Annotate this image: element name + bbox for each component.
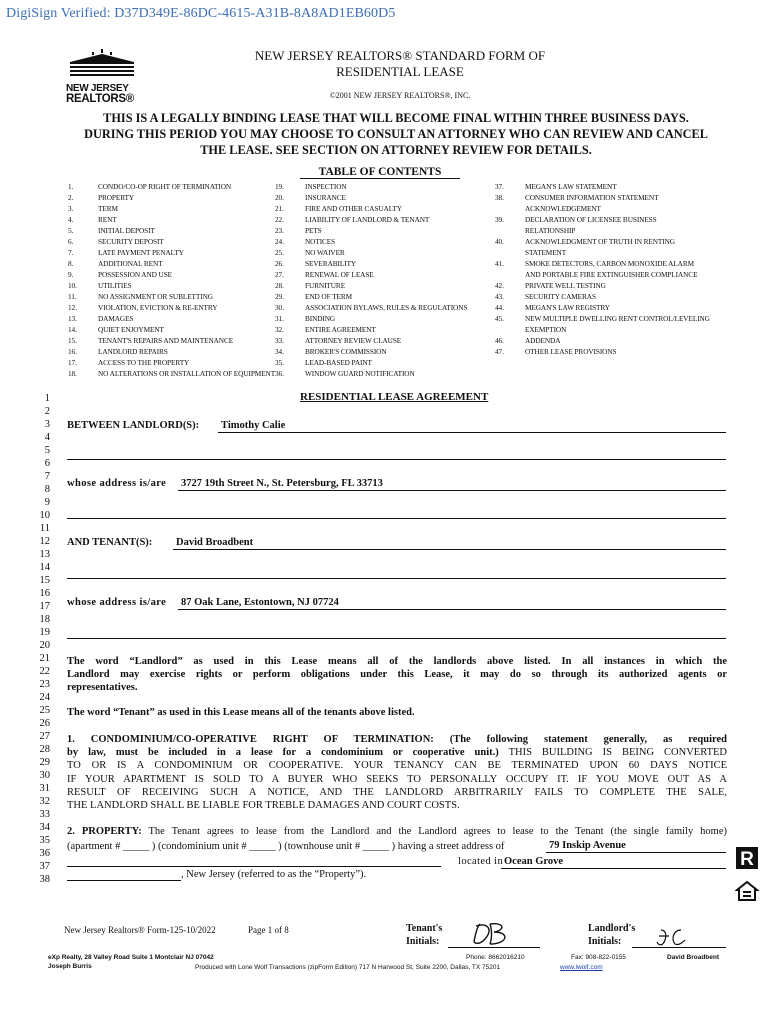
tenant-address[interactable]: 87 Oak Lane, Estontown, NJ 07724 bbox=[181, 597, 339, 608]
toc-item: 20. INSURANCE bbox=[275, 193, 346, 202]
equal-housing-icon bbox=[735, 880, 759, 904]
broker-phone: Phone: 8662016210 bbox=[466, 954, 525, 961]
section-1-line27: TO OR IS A CONDOMINIUM OR COOPERATIVE. YOUR TENANCY CAN BE TERMINATED UPON 60 DAYS NOTICE bbox=[67, 760, 727, 771]
toc-item: 13. DAMAGES bbox=[68, 314, 134, 323]
page-number: Page 1 of 8 bbox=[248, 925, 289, 935]
toc-column-1 bbox=[68, 181, 288, 379]
toc-item: 19. INSPECTION bbox=[275, 182, 347, 191]
toc-item: 7. LATE PAYMENT PENALTY bbox=[68, 248, 184, 257]
toc-item: 9. POSSESSION AND USE bbox=[68, 270, 173, 279]
line-number: 24 bbox=[39, 692, 50, 703]
line-number: 22 bbox=[39, 666, 50, 677]
agreement-heading: RESIDENTIAL LEASE AGREEMENT bbox=[300, 391, 489, 403]
landlord-address-line bbox=[178, 490, 726, 491]
tenant-label: AND TENANT(S): bbox=[67, 537, 153, 548]
toc-item: 40. ACKNOWLEDGMENT OF TRUTH IN RENTING bbox=[495, 237, 675, 246]
toc-item: 4. RENT bbox=[68, 215, 117, 224]
toc-item: 2. PROPERTY bbox=[68, 193, 135, 202]
toc-item: 24. NOTICES bbox=[275, 237, 336, 246]
toc-item: 34. BROKER'S COMMISSION bbox=[275, 347, 387, 356]
landlord-address[interactable]: 3727 19th Street N., St. Petersburg, FL 33713 bbox=[181, 478, 383, 489]
section-1-line29: RESULT OF RECEIVING SUCH A NOTICE, AND THE LANDLORD ARBITRARILY FAILS TO COMPLETE THE SALE, bbox=[67, 787, 727, 798]
line-number: 19 bbox=[39, 627, 50, 638]
line-number: 11 bbox=[39, 523, 50, 534]
toc-item-continued: AND PORTABLE FIRE EXTINGUISHER COMPLIANCE bbox=[525, 270, 698, 279]
digisign-banner: DigiSign Verified: D37D349E-86DC-4615-A31B-8A8AD1EB60D5 bbox=[6, 6, 396, 21]
line-number: 6 bbox=[44, 458, 50, 469]
located-in-label: located in bbox=[458, 856, 504, 867]
new-jersey-reference: , New Jersey (referred to as the “Property”). bbox=[181, 869, 367, 880]
street-address[interactable]: 79 Inskip Avenue bbox=[549, 840, 626, 851]
toc-item: 38. CONSUMER INFORMATION STATEMENT bbox=[495, 193, 659, 202]
lwolf-link[interactable]: www.lwolf.com bbox=[560, 964, 603, 971]
line-number: 27 bbox=[39, 731, 50, 742]
toc-item: 14. QUIET ENJOYMENT bbox=[68, 325, 164, 334]
toc-item: 32. ENTIRE AGREEMENT bbox=[275, 325, 376, 334]
line-number: 31 bbox=[39, 783, 50, 794]
toc-item: 26. SEVERABILITY bbox=[275, 259, 357, 268]
section-2-unit-line: (apartment # _____ ) (condominium unit # _____ ) (townhouse unit # _____ ) having a street address of bbox=[67, 841, 505, 852]
toc-title: TABLE OF CONTENTS bbox=[300, 166, 460, 179]
section-1-line30: THE LANDLORD SHALL BE LIABLE FOR TREBLE DAMAGES AND COURT COSTS. bbox=[67, 800, 460, 811]
landlord-definition-line3: representatives. bbox=[67, 682, 138, 693]
line-number: 3 bbox=[44, 419, 50, 430]
toc-item: 43. SECURITY CAMERAS bbox=[495, 292, 596, 301]
line-number: 15 bbox=[39, 575, 50, 586]
landlord-name[interactable]: Timothy Calie bbox=[221, 420, 286, 431]
line-number: 12 bbox=[39, 536, 50, 547]
line-number: 30 bbox=[39, 770, 50, 781]
toc-item: 16. LANDLORD REPAIRS bbox=[68, 347, 168, 356]
line-number: 36 bbox=[39, 848, 50, 859]
line-number: 33 bbox=[39, 809, 50, 820]
client-name: David Broadbent bbox=[667, 954, 720, 961]
landlord-definition-line1: The word “Landlord” as used in this Lease means all of the landlords above listed. In all instances in which the bbox=[67, 656, 727, 667]
toc-item: 44. MEGAN'S LAW REGISTRY bbox=[495, 303, 610, 312]
line-number: 2 bbox=[44, 406, 50, 417]
line-number: 8 bbox=[44, 484, 50, 495]
toc-item: 18. NO ALTERATIONS OR INSTALLATION OF EQUIPMENT bbox=[68, 369, 276, 378]
toc-item: 21. FIRE AND OTHER CASUALTY bbox=[275, 204, 402, 213]
toc-item: 36. WINDOW GUARD NOTIFICATION bbox=[275, 369, 415, 378]
municipality-line bbox=[67, 880, 181, 881]
town-line bbox=[501, 868, 726, 869]
line-number: 21 bbox=[39, 653, 50, 664]
tenant-name[interactable]: David Broadbent bbox=[176, 537, 254, 548]
line-number: 26 bbox=[39, 718, 50, 729]
toc-item: 15. TENANT'S REPAIRS AND MAINTENANCE bbox=[68, 336, 234, 345]
line-number: 18 bbox=[39, 614, 50, 625]
toc-item-continued: RELATIONSHIP bbox=[525, 226, 576, 235]
realtor-r-icon bbox=[735, 846, 759, 870]
tenant-initials-signature[interactable] bbox=[470, 920, 520, 948]
agent-name: Joseph Burris bbox=[48, 963, 92, 970]
tenant-address-line-2 bbox=[67, 638, 726, 639]
toc-item: 25. NO WAIVER bbox=[275, 248, 345, 257]
line-number: 14 bbox=[39, 562, 50, 573]
toc-item: 17. ACCESS TO THE PROPERTY bbox=[68, 358, 190, 367]
logo-text: NEW JERSEY REALTORS® bbox=[66, 83, 134, 105]
toc-item-continued: EXEMPTION bbox=[525, 325, 567, 334]
toc-item: 33. ATTORNEY REVIEW CLAUSE bbox=[275, 336, 402, 345]
toc-item: 27. RENEWAL OF LEASE bbox=[275, 270, 374, 279]
toc-item: 3. TERM bbox=[68, 204, 118, 213]
tenant-address-line bbox=[178, 609, 726, 610]
form-title: NEW JERSEY REALTORS® STANDARD FORM OF RESIDENTIAL LEASE bbox=[254, 48, 546, 79]
toc-item: 28. FURNITURE bbox=[275, 281, 346, 290]
toc-item: 46. ADDENDA bbox=[495, 336, 561, 345]
line-number: 34 bbox=[39, 822, 50, 833]
between-landlord-label: BETWEEN LANDLORD(S): bbox=[67, 420, 200, 431]
tenant-initials-label: Tenant's Initials: bbox=[406, 923, 443, 947]
toc-item: 35. LEAD-BASED PAINT bbox=[275, 358, 372, 367]
toc-item: 39. DECLARATION OF LICENSEE BUSINESS bbox=[495, 215, 657, 224]
toc-item: 47. OTHER LEASE PROVISIONS bbox=[495, 347, 617, 356]
copyright: ©2001 NEW JERSEY REALTORS®, INC. bbox=[329, 91, 471, 100]
broker-info: eXp Realty, 28 Valley Road Suite 1 Montclair NJ 07042 bbox=[48, 954, 214, 961]
legal-warning: THIS IS A LEGALLY BINDING LEASE THAT WILL BECOME FINAL WITHIN THREE BUSINESS DAYS. DURING THIS PERIOD YOU MAY CHOOSE TO CONSULT AN ATTORNEY WHO CAN REVIEW AND CANCEL THE LEASE. SEE SECTION ON ATTORNEY REVIEW FOR DETAILS. bbox=[84, 111, 708, 157]
landlord-definition-line2: Landlord may exercise rights or perform obligations under this Lease, it may do so through its authorized agents or bbox=[67, 669, 727, 680]
form-number: New Jersey Realtors® Form-125-10/2022 bbox=[64, 925, 216, 935]
line-number: 5 bbox=[44, 445, 50, 456]
toc-item: 23. PETS bbox=[275, 226, 322, 235]
landlord-address-label: whose address is/are bbox=[67, 478, 167, 489]
line-number: 7 bbox=[44, 471, 50, 482]
landlord-name-line bbox=[218, 432, 726, 433]
line-number: 32 bbox=[39, 796, 50, 807]
produced-with: Produced with Lone Wolf Transactions (zipForm Edition) 717 N Harwood St, Suite 2200, Dallas, TX 75201 bbox=[195, 964, 501, 971]
landlord-initials-signature[interactable] bbox=[655, 926, 691, 948]
toc-item: 42. PRIVATE WELL TESTING bbox=[495, 281, 606, 290]
line-number: 23 bbox=[39, 679, 50, 690]
toc-item-continued: ACKNOWLEDGEMENT bbox=[525, 204, 601, 213]
toc-item: 8. ADDITIONAL RENT bbox=[68, 259, 163, 268]
broker-fax: Fax: 908-822-0155 bbox=[571, 954, 626, 961]
svg-text:R: R bbox=[740, 849, 754, 870]
toc-item: 30. ASSOCIATION BYLAWS, RULES & REGULATIONS bbox=[275, 303, 468, 312]
tenant-definition: The word “Tenant” as used in this Lease means all of the tenants above listed. bbox=[67, 707, 415, 718]
line-number: 13 bbox=[39, 549, 50, 560]
line-number: 38 bbox=[39, 874, 50, 885]
tenant-name-line bbox=[173, 549, 726, 550]
line-numbers bbox=[22, 392, 50, 886]
town-name[interactable]: Ocean Grove bbox=[504, 856, 564, 867]
toc-item: 11. NO ASSIGNMENT OR SUBLETTING bbox=[68, 292, 213, 301]
tenant-address-label: whose address is/are bbox=[67, 597, 167, 608]
section-1-line26: by law, must be included in a lease for a condominium or cooperative unit.) THIS BUILDING IS BEING CONVERTED bbox=[67, 747, 728, 758]
toc-column-2 bbox=[275, 181, 495, 379]
toc-item: 22. LIABILITY OF LANDLORD & TENANT bbox=[275, 215, 430, 224]
toc-item-continued: STATEMENT bbox=[525, 248, 567, 257]
line-number: 16 bbox=[39, 588, 50, 599]
landlord-initials-label: Landlord's Initials: bbox=[588, 923, 636, 947]
line-number: 35 bbox=[39, 835, 50, 846]
tenant-name-line-2 bbox=[67, 578, 726, 579]
line-number: 37 bbox=[39, 861, 50, 872]
line-number: 29 bbox=[39, 757, 50, 768]
toc-item: 37. MEGAN'S LAW STATEMENT bbox=[495, 182, 617, 191]
toc-item: 6. SECURITY DEPOSIT bbox=[68, 237, 164, 246]
line-number: 25 bbox=[39, 705, 50, 716]
line-number: 1 bbox=[44, 393, 50, 404]
landlord-address-line-2 bbox=[67, 518, 726, 519]
toc-column-3 bbox=[495, 181, 745, 357]
section-2-line32: 2. PROPERTY: The Tenant agrees to lease from the Landlord and the Landlord agrees to lease to the Tenant (the single family home) bbox=[67, 826, 728, 837]
section-1-line28: IF YOUR APARTMENT IS SOLD TO A BUYER WHO SEEKS TO PERSONALLY OCCUPY IT. IF YOU MOVE OUT AS A bbox=[67, 774, 727, 785]
line-number: 4 bbox=[44, 432, 50, 443]
toc-item: 1. CONDO/CO-OP RIGHT OF TERMINATION bbox=[68, 182, 232, 191]
line-number: 20 bbox=[39, 640, 50, 651]
line-number: 10 bbox=[39, 510, 50, 521]
toc-item: 5. INITIAL DEPOSIT bbox=[68, 226, 155, 235]
street-address-line-2 bbox=[67, 866, 441, 867]
toc-item: 10. UTILITIES bbox=[68, 281, 132, 290]
line-number: 9 bbox=[44, 497, 50, 508]
toc-item: 31. BINDING bbox=[275, 314, 336, 323]
toc-item: 29. END OF TERM bbox=[275, 292, 353, 301]
line-number: 28 bbox=[39, 744, 50, 755]
section-1-heading: 1. CONDOMINIUM/CO-OPERATIVE RIGHT OF TERMINATION: (The following statement generally, as required bbox=[67, 734, 727, 745]
toc-item: 12. VIOLATION, EVICTION & RE-ENTRY bbox=[68, 303, 218, 312]
toc-item: 41. SMOKE DETECTORS, CARBON MONOXIDE ALARM bbox=[495, 259, 694, 268]
landlord-name-line-2 bbox=[67, 459, 726, 460]
toc-item: 45. NEW MULTIPLE DWELLING RENT CONTROL/LEVELING bbox=[495, 314, 710, 323]
street-address-line bbox=[546, 852, 726, 853]
line-number: 17 bbox=[39, 601, 50, 612]
